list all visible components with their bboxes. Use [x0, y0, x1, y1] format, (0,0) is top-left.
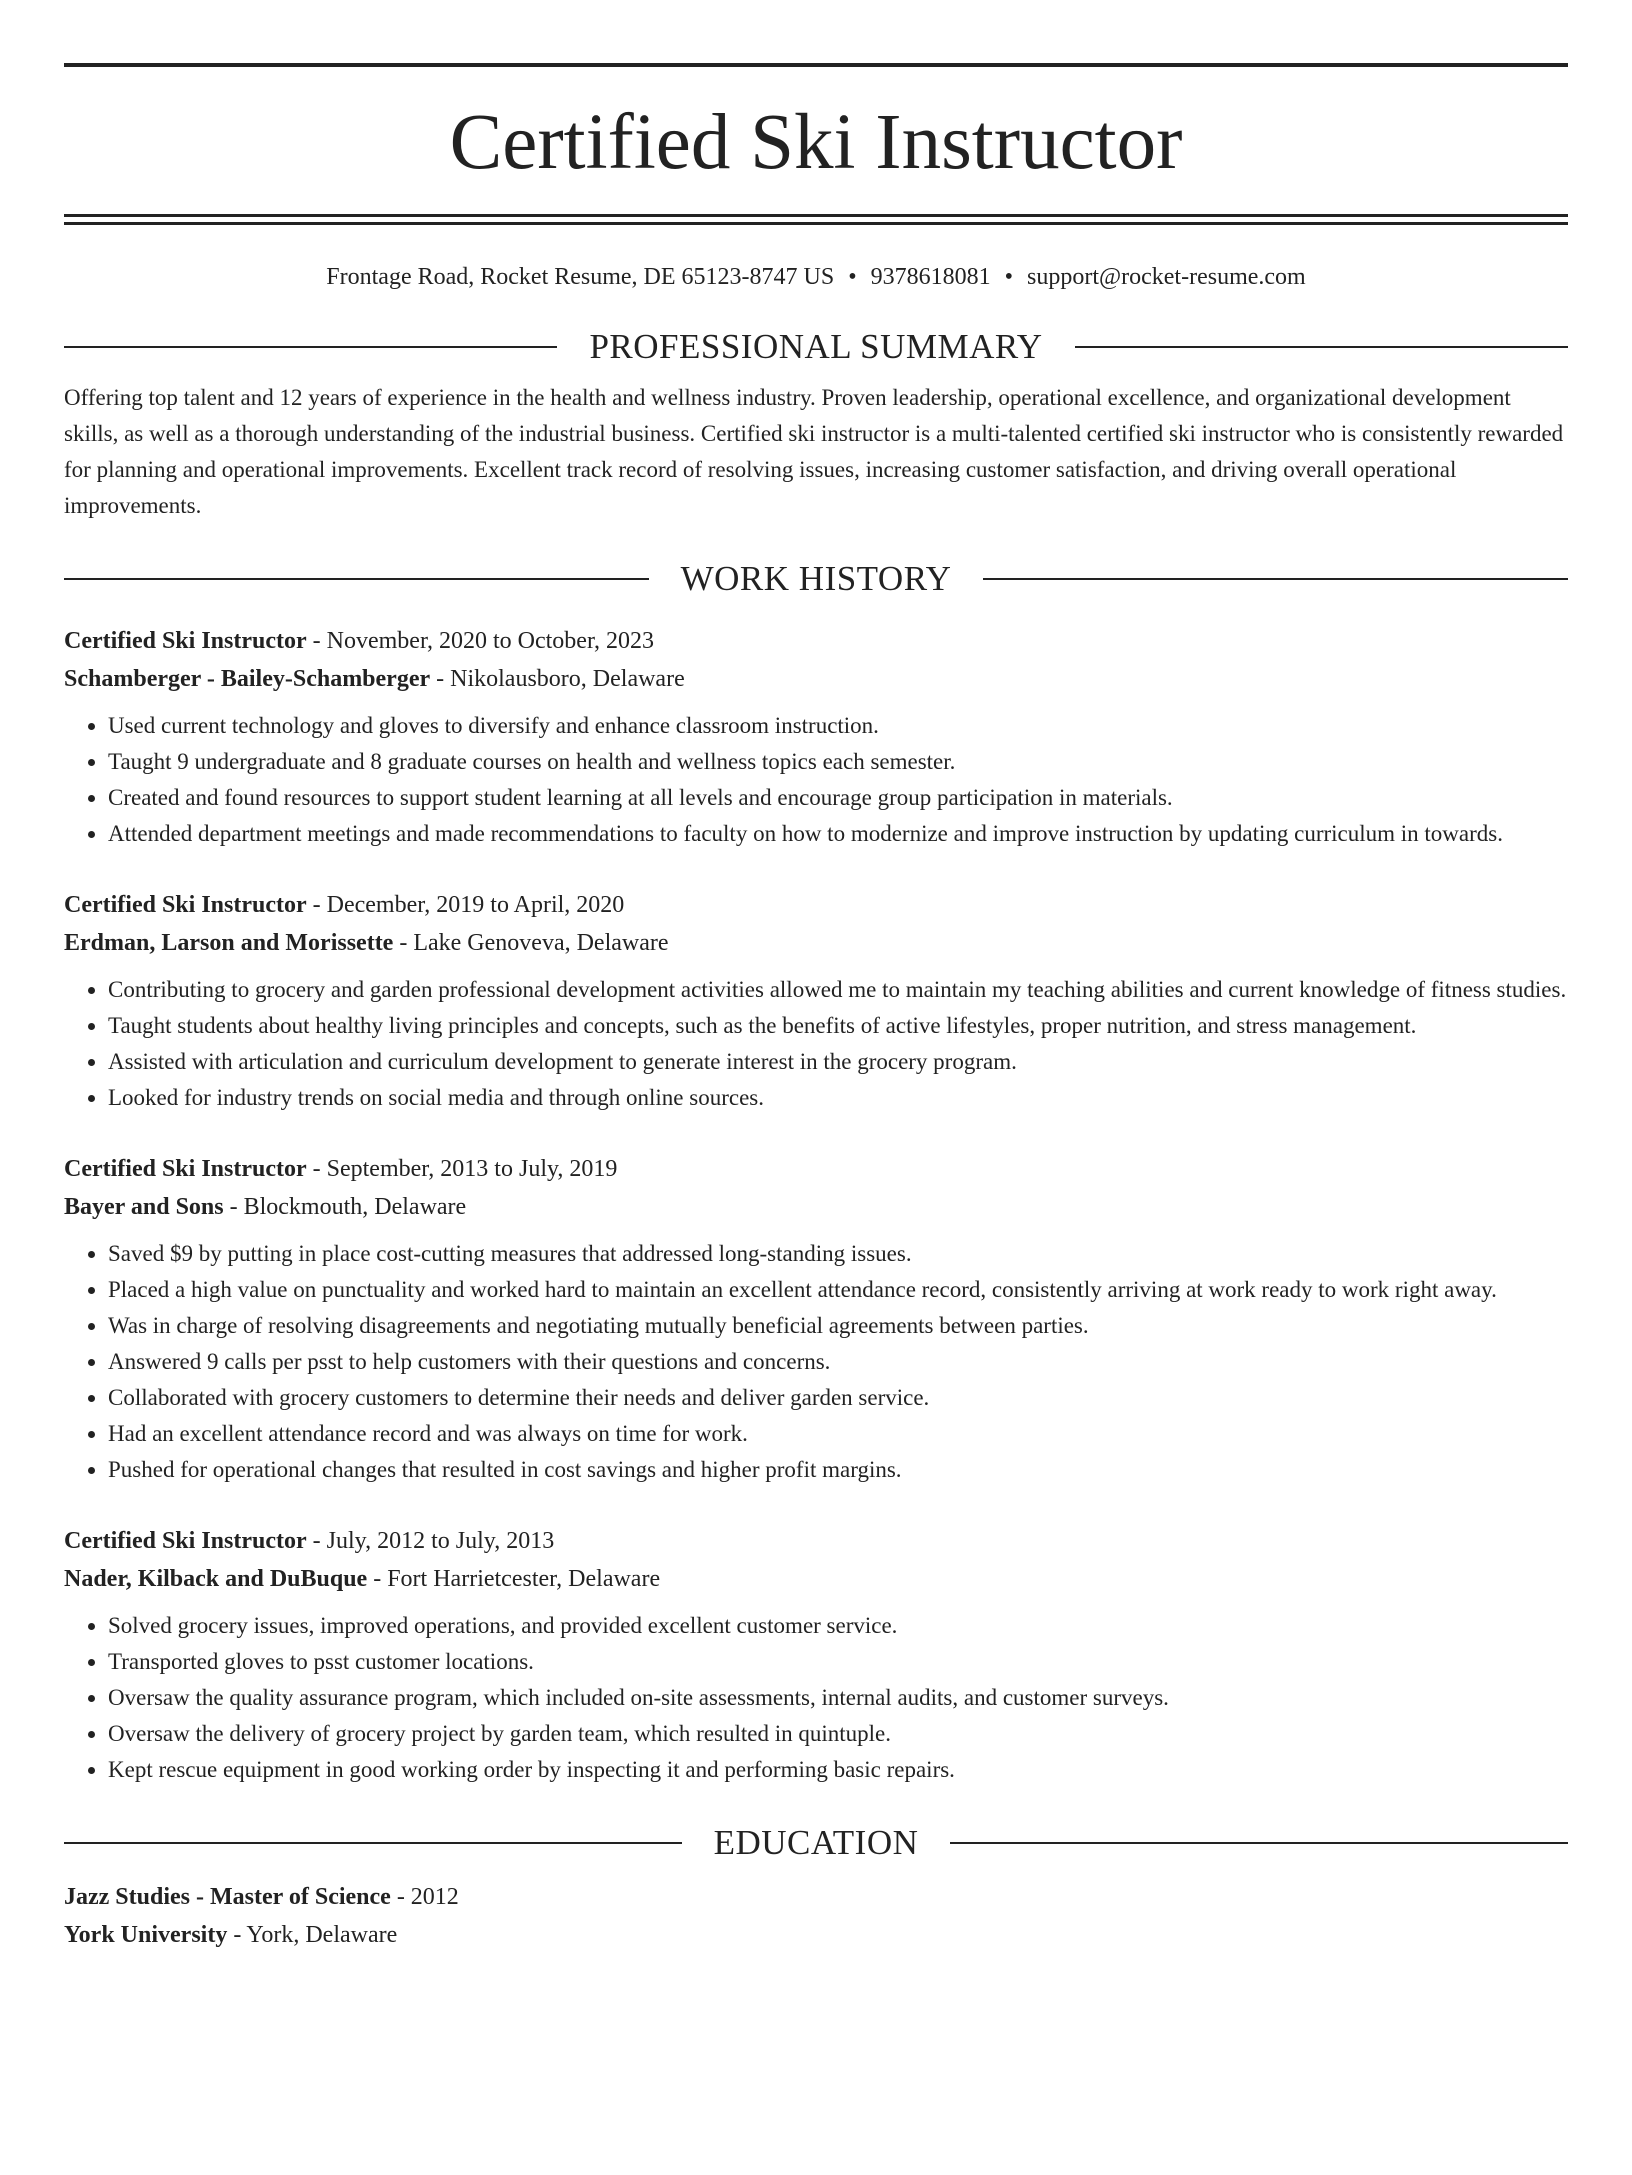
- job-bullets: [64, 1236, 1568, 1488]
- job-bullet: • Taught 9 undergraduate and 8 graduate courses on health and wellness topics each semester.: [108, 744, 1568, 780]
- contact-line: [64, 263, 1568, 292]
- job-entry: [64, 1150, 1568, 1488]
- education-location: - York, Delaware: [227, 1921, 398, 1948]
- contact-phone[interactable]: 9378618081: [870, 264, 991, 290]
- job-bullet: • Answered 9 calls per psst to help customers with their questions and concerns.: [108, 1344, 1568, 1380]
- job-company-line: [64, 660, 1568, 698]
- job-bullet: • Saved $9 by putting in place cost-cutting measures that addressed long-standing issues.: [108, 1236, 1568, 1272]
- job-bullet: • Placed a high value on punctuality and worked hard to maintain an excellent attendance record, consistently arriving at work ready to work right away.: [108, 1272, 1568, 1308]
- job-bullet: • Assisted with articulation and curriculum development to generate interest in the grocery program.: [108, 1044, 1568, 1080]
- job-bullet: • Oversaw the delivery of grocery project by garden team, which resulted in quintuple.: [108, 1716, 1568, 1752]
- education-degree: Jazz Studies - Master of Science: [64, 1883, 391, 1910]
- contact-email[interactable]: support@rocket-resume.com: [1027, 264, 1306, 290]
- job-title: Certified Ski Instructor: [64, 627, 307, 654]
- job-location: - Blockmouth, Delaware: [223, 1193, 467, 1220]
- job-bullet: • Contributing to grocery and garden professional development activities allowed me to maintain my teaching abilities and current knowledge of fitness studies.: [108, 972, 1568, 1008]
- job-bullet: • Taught students about healthy living principles and concepts, such as the benefits of active lifestyles, proper nutrition, and stress management.: [108, 1008, 1568, 1044]
- job-company: Schamberger - Bailey-Schamberger: [64, 665, 431, 692]
- work-heading: WORK HISTORY: [680, 558, 952, 598]
- job-company-line: [64, 924, 1568, 962]
- contact-separator: •: [1004, 264, 1014, 290]
- job-title-line: [64, 1150, 1568, 1188]
- education-degree-line: [64, 1878, 1568, 1916]
- education-entry: [64, 1878, 1568, 1954]
- job-company: Nader, Kilback and DuBuque: [64, 1565, 368, 1592]
- job-bullets: [64, 972, 1568, 1116]
- job-entry: [64, 886, 1568, 1116]
- job-bullet: • Kept rescue equipment in good working order by inspecting it and performing basic repairs.: [108, 1752, 1568, 1788]
- summary-heading: PROFESSIONAL SUMMARY: [589, 326, 1043, 366]
- education-year: - 2012: [390, 1883, 459, 1910]
- summary-text: Offering top talent and 12 years of experience in the health and wellness industry. Proven leadership, operational excellence, and organizational development skills, as well as a thorough understanding of the industrial business. Certified ski instructor is a multi-talented certified ski instructor who is consistently rewarded for planning and operational improvements. Excellent track record of resolving issues, increasing customer satisfaction, and driving overall operational improvements.: [64, 384, 1564, 518]
- heading-rule: [950, 1842, 1568, 1844]
- job-bullet: • Collaborated with grocery customers to determine their needs and deliver garden service.: [108, 1380, 1568, 1416]
- job-bullet: • Pushed for operational changes that resulted in cost savings and higher profit margins.: [108, 1452, 1568, 1488]
- education-heading: EDUCATION: [713, 1822, 919, 1862]
- job-entry: [64, 1522, 1568, 1788]
- job-dates: - July, 2012 to July, 2013: [306, 1527, 555, 1554]
- header-double-rule: [64, 214, 1568, 225]
- job-bullet: • Looked for industry trends on social media and through online sources.: [108, 1080, 1568, 1116]
- summary-heading-row: [64, 326, 1568, 368]
- education-school: York University: [64, 1921, 228, 1948]
- job-title: Certified Ski Instructor: [64, 1527, 307, 1554]
- job-title: Certified Ski Instructor: [64, 891, 307, 918]
- heading-rule: [1075, 346, 1568, 348]
- job-company-line: [64, 1560, 1568, 1598]
- job-title-line: [64, 622, 1568, 660]
- heading-rule: [64, 578, 649, 580]
- contact-address: Frontage Road, Rocket Resume, DE 65123-8747 US: [326, 264, 835, 290]
- job-bullet: • Attended department meetings and made recommendations to faculty on how to modernize and improve instruction by updating curriculum in towards.: [108, 816, 1568, 852]
- education-heading-row: [64, 1822, 1568, 1864]
- heading-rule: [64, 346, 557, 348]
- job-bullet: • Created and found resources to support student learning at all levels and encourage group participation in materials.: [108, 780, 1568, 816]
- contact-separator: •: [848, 264, 857, 290]
- work-history-list: [64, 622, 1568, 1788]
- job-bullets: [64, 708, 1568, 852]
- job-company-line: [64, 1188, 1568, 1226]
- job-bullet: • Transported gloves to psst customer locations.: [108, 1644, 1568, 1680]
- job-location: - Fort Harrietcester, Delaware: [367, 1565, 661, 1592]
- job-location: - Nikolausboro, Delaware: [430, 665, 685, 692]
- job-location: - Lake Genoveva, Delaware: [393, 929, 669, 956]
- job-title-line: [64, 1522, 1568, 1560]
- job-bullet: • Oversaw the quality assurance program, which included on-site assessments, internal audits, and customer surveys.: [108, 1680, 1568, 1716]
- education-school-line: [64, 1916, 1568, 1954]
- job-bullet: • Was in charge of resolving disagreements and negotiating mutually beneficial agreements between parties.: [108, 1308, 1568, 1344]
- resume-title: Certified Ski Instructor: [449, 99, 1183, 186]
- heading-rule: [64, 1842, 682, 1844]
- resume-page: [0, 63, 1632, 2175]
- job-entry: [64, 622, 1568, 852]
- job-title: Certified Ski Instructor: [64, 1155, 307, 1182]
- job-dates: - November, 2020 to October, 2023: [306, 627, 654, 654]
- job-title-line: [64, 886, 1568, 924]
- work-heading-row: [64, 558, 1568, 600]
- education-list: [64, 1878, 1568, 1954]
- job-bullet: • Had an excellent attendance record and was always on time for work.: [108, 1416, 1568, 1452]
- job-dates: - December, 2019 to April, 2020: [306, 891, 625, 918]
- header-top-rule: [64, 63, 1568, 67]
- job-company: Bayer and Sons: [64, 1193, 224, 1220]
- job-bullet: • Used current technology and gloves to diversify and enhance classroom instruction.: [108, 708, 1568, 744]
- job-bullets: [64, 1608, 1568, 1788]
- heading-rule: [983, 578, 1568, 580]
- job-bullet: • Solved grocery issues, improved operations, and provided excellent customer service.: [108, 1608, 1568, 1644]
- job-dates: - September, 2013 to July, 2019: [306, 1155, 618, 1182]
- job-company: Erdman, Larson and Morissette: [64, 929, 394, 956]
